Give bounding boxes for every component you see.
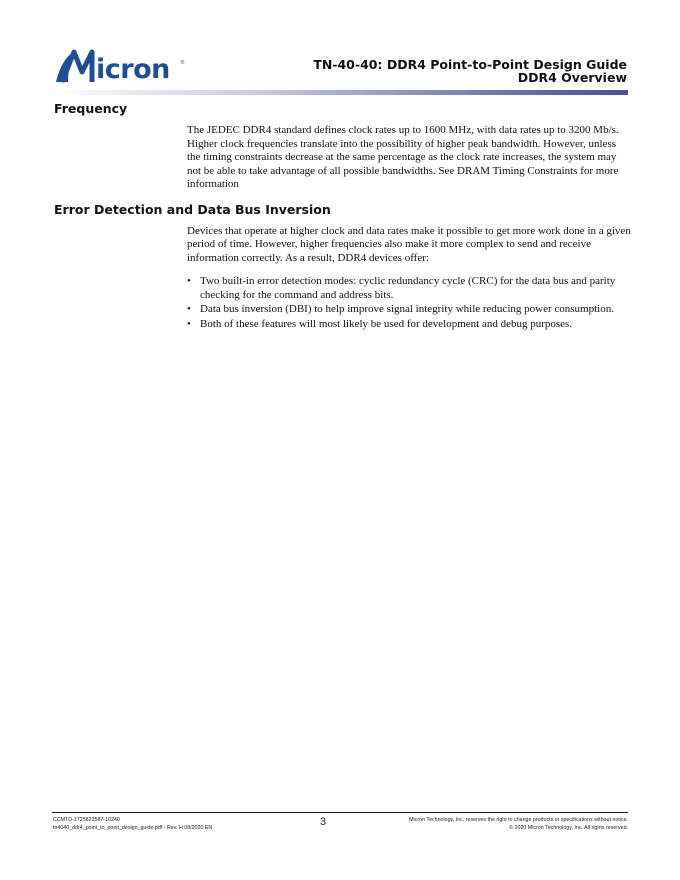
section-title: DDR4 Overview	[517, 70, 627, 85]
heading-frequency: Frequency	[54, 101, 128, 116]
error-detection-paragraph: Devices that operate at higher clock and data rates make it possible to get more work done in a given period of time. However, higher frequencies also make it more complex to send and receive information correctly. As a result, DDR4 devices offer:	[187, 224, 631, 264]
micron-logo	[52, 44, 187, 86]
header-rule	[52, 90, 628, 95]
feature-list	[187, 275, 632, 331]
file-name: tn4040_ddr4_point_to_point_design_guide.pdf - Rev. H 08/2020 EN	[53, 825, 213, 831]
list-item: • Data bus inversion (DBI) to help improve signal integrity while reducing power consumption.	[187, 303, 614, 315]
copyright: © 2020 Micron Technology, Inc. All rights reserved.	[509, 825, 628, 831]
page-content	[54, 101, 632, 332]
footer	[53, 816, 628, 832]
svg-text:icron: icron	[96, 54, 170, 85]
page-number: 3	[319, 816, 327, 828]
list-item-text: Two built-in error detection modes: cyclic redundancy cycle (CRC) for the data bus and parity checking for the command and address bits.	[200, 275, 616, 301]
heading-error-detection: Error Detection and Data Bus Inversion	[54, 201, 331, 217]
doc-id: CCMTD-1725822587-10240	[53, 817, 120, 823]
footer-rule	[52, 812, 628, 813]
svg-text:®: ®	[180, 60, 185, 66]
list-item-text: Data bus inversion (DBI) to help improve signal integrity while reducing power consumption.	[200, 303, 614, 315]
notice: Micron Technology, Inc. reserves the right to change products or specifications without notice.	[409, 817, 628, 823]
frequency-paragraph: The JEDEC DDR4 standard defines clock rates up to 1600 MHz, with data rates up to 3200 Mb/s. Higher clock frequencies translate into the possibility of higher peak bandwidth. However, unless the timing constraints decrease at the same percentage as the clock rate increases, the system may not be able to take advantage of all possible bandwidths. See DRAM Timing Constraints for more information	[187, 124, 619, 190]
list-item-text: Both of these features will most likely be used for development and debug purposes.	[200, 317, 573, 330]
document-title: TN-40-40: DDR4 Point-to-Point Design Guide	[313, 57, 627, 72]
footer-right	[343, 816, 628, 832]
document-title-block	[313, 58, 627, 84]
footer-left	[53, 816, 303, 832]
list-item: • Two built-in error detection modes: cyclic redundancy cycle (CRC) for the data bus and parity checking for the command and address bits.	[187, 275, 616, 301]
list-item: • Both of these features will most likely be used for development and debug purposes.	[187, 317, 573, 330]
